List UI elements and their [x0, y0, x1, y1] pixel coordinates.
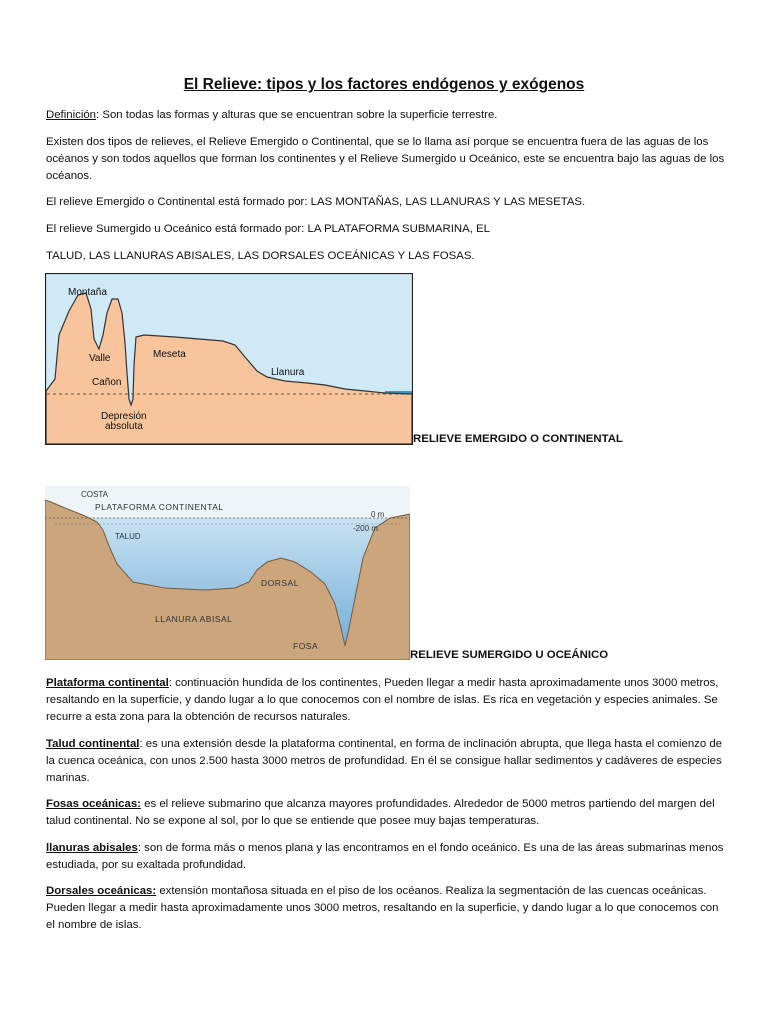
label-llanura-abisal: LLANURA ABISAL [155, 614, 233, 624]
label-plataforma: PLATAFORMA CONTINENTAL [95, 502, 224, 512]
oceanic-relief-diagram [45, 486, 410, 660]
term-text: extensión montañosa situada en el piso de los océanos. Realiza la segmentación de las cuencas oceánicas. Pueden llegar a medir hasta aproximadamente unos 3000 metros, resaltando en la superficie, y dando lugar a lo que conocemos con el nombre de islas. [46, 885, 719, 931]
page-title: El Relieve: tipos y los factores endógenos y exógenos [183, 76, 585, 93]
definition-text: : Son todas las formas y alturas que se encuentran sobre la superficie terrestre. [96, 109, 498, 121]
term-fosas [46, 796, 726, 830]
term-text: : es una extensión desde la plataforma continental, en forma de inclinación abrupta, que llega hasta el comienzo de la cuenca oceánica, con unos 2.500 hasta 3000 metros de profundidad. En él se consigue hallar sedimentos y cadáveres de especies marinas. [46, 738, 723, 784]
label-absoluta: absoluta [105, 421, 143, 432]
label-fosa: FOSA [293, 641, 319, 651]
term-label: Talud continental [46, 738, 140, 750]
caption-continental: RELIEVE EMERGIDO O CONTINENTAL [413, 433, 623, 445]
label-dorsal: DORSAL [261, 578, 299, 588]
paragraph-submerged: El relieve Sumergido u Oceánico está formado por: LA PLATAFORMA SUBMARINA, EL [46, 223, 490, 235]
definition-paragraph [46, 107, 726, 124]
label-costa: COSTA [81, 490, 108, 499]
term-plataforma [46, 675, 726, 726]
term-text: es el relieve submarino que alcanza mayores profundidades. Alrededor de 5000 metros partiendo del margen del talud continental. No se expone al sol, por lo que se entiende que posee muy bajas temperaturas. [46, 798, 715, 827]
label-talud: TALUD [115, 532, 141, 541]
term-label: Dorsales oceánicas: [46, 885, 157, 897]
term-dorsales [46, 883, 726, 934]
paragraph-emerged: El relieve Emergido o Continental está formado por: LAS MONTAÑAS, LAS LLANURAS Y LAS MESETAS. [46, 196, 586, 208]
paragraph-submerged-cont: TALUD, LAS LLANURAS ABISALES, LAS DORSALES OCEÁNICAS Y LAS FOSAS. [46, 250, 475, 262]
term-talud [46, 736, 726, 787]
term-label: llanuras abisales [46, 842, 138, 854]
label-depresion: Depresión [101, 411, 147, 422]
definition-term: Definición [46, 109, 97, 121]
term-text: : son de forma más o menos plana y las encontramos en el fondo oceánico. Es una de las áreas submarinas menos estudiada, por su exaltada profundidad. [46, 842, 724, 871]
caption-oceanic: RELIEVE SUMERGIDO U OCEÁNICO [410, 649, 609, 661]
term-label: Plataforma continental [46, 677, 169, 689]
term-label: Fosas oceánicas: [46, 798, 141, 810]
term-text: : continuación hundida de los continentes, Pueden llegar a medir hasta aproximadamente unos 3000 metros, resaltando en la superficie, y dando lugar a lo que conocemos con el nombre de islas. Es rica en vegetación y especies animales. Se recurre a esta zona para la obtención de recursos naturales. [46, 677, 719, 723]
term-llanuras [46, 840, 726, 874]
label-valle: Valle [89, 353, 111, 364]
label-meseta: Meseta [153, 349, 186, 360]
continental-relief-diagram [45, 273, 413, 445]
label-200m: -200 m [353, 524, 378, 533]
label-llanura: Llanura [271, 367, 305, 378]
label-canon: Cañon [92, 377, 122, 388]
paragraph-relief-types: Existen dos tipos de relieves, el Relieve Emergido o Continental, que se lo llama así porque se encuentra fuera de las aguas de los océanos y son todos aquellos que forman los continentes y el Relieve Sumergido u Oceánico, este se encuentra bajo las aguas de los océanos. [46, 136, 725, 182]
label-0m: 0 m [371, 510, 385, 519]
label-montana: Montaña [68, 287, 107, 298]
